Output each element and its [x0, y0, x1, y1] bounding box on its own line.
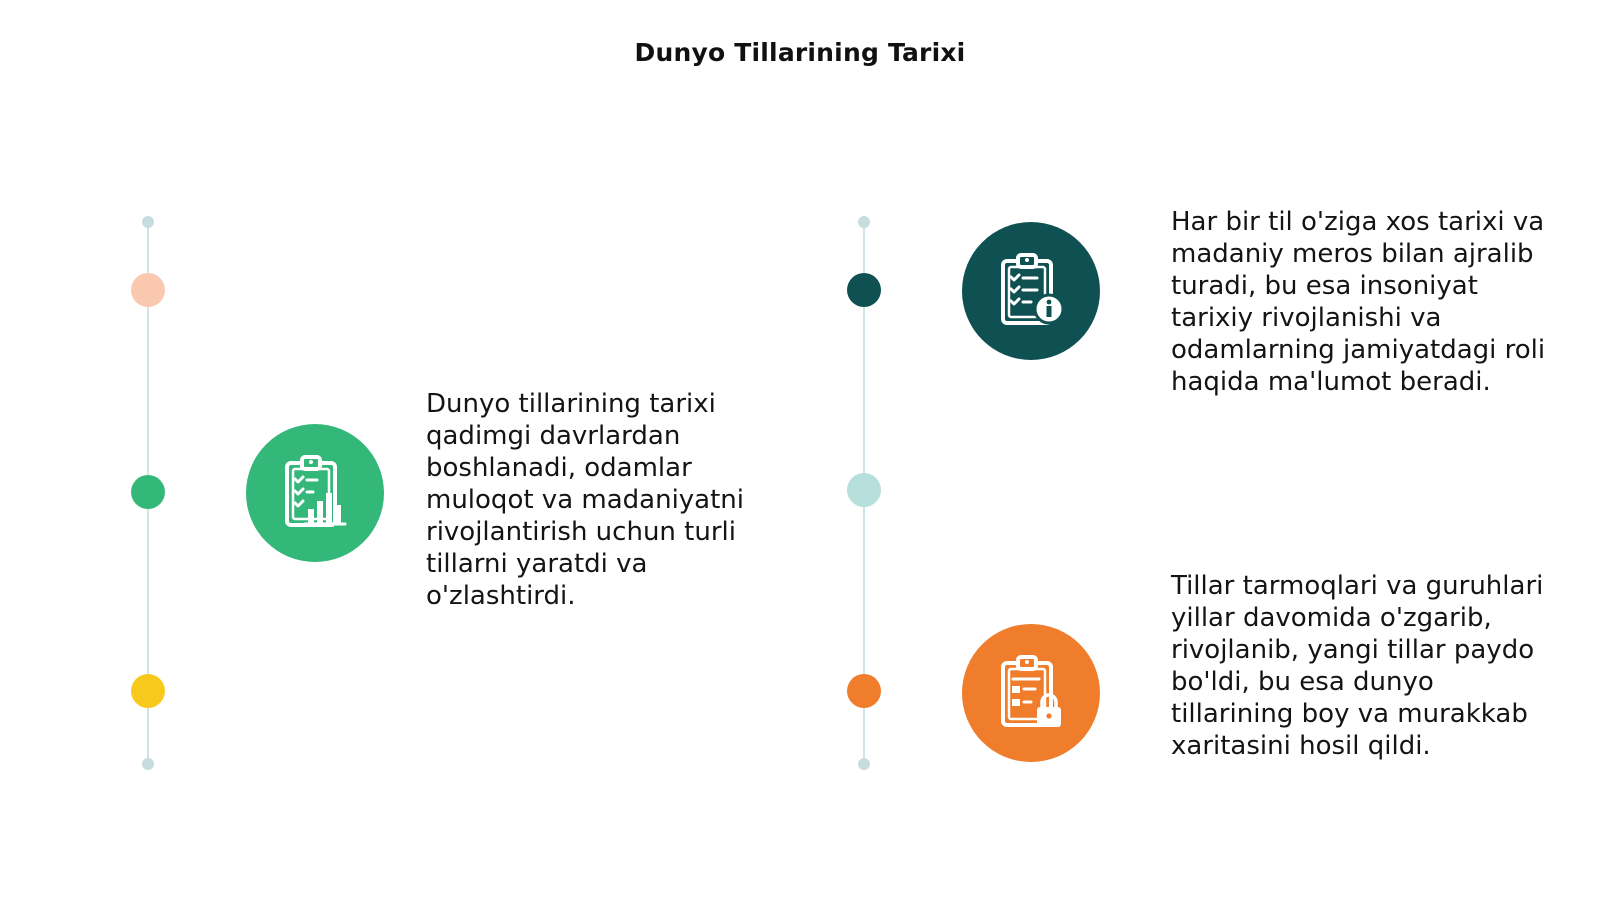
clipboard-info-icon — [989, 249, 1073, 333]
item-1-badge — [246, 424, 384, 562]
timeline-marker-green — [131, 475, 165, 509]
left-timeline-bottom-cap — [142, 758, 154, 770]
timeline-marker-yellow — [131, 674, 165, 708]
left-timeline-top-cap — [142, 216, 154, 228]
item-3-text: Tillar tarmoqlari va guruhlari yillar davomida o'zgarib, rivojlanib, yangi tillar paydo bo'ldi, bu esa dunyo tillarining boy va murakkab xaritasini hosil qildi. — [1171, 571, 1544, 761]
page-title: Dunyo Tillarining Tarixi — [634, 38, 966, 67]
item-2-badge — [962, 222, 1100, 360]
item-1-text: Dunyo tillarining tarixi qadimgi davrlardan boshlanadi, odamlar muloqot va madaniyatni rivojlantirish uchun turli tillarni yaratdi va o'zlashtirdi. — [426, 389, 745, 611]
timeline-marker-dark-teal — [847, 273, 881, 307]
item-3-badge — [962, 624, 1100, 762]
item-2-text: Har bir til o'ziga xos tarixi va madaniy meros bilan ajralib turadi, bu esa insoniyat tarixiy rivojlanishi va odamlarning jamiyatdagi roli haqida ma'lumot beradi. — [1171, 207, 1546, 397]
timeline-marker-orange — [847, 674, 881, 708]
timeline-marker-light-teal — [847, 473, 881, 507]
clipboard-chart-icon — [273, 451, 357, 535]
clipboard-lock-icon — [989, 651, 1073, 735]
timeline-marker-peach — [131, 273, 165, 307]
right-timeline-bottom-cap — [858, 758, 870, 770]
right-timeline-top-cap — [858, 216, 870, 228]
